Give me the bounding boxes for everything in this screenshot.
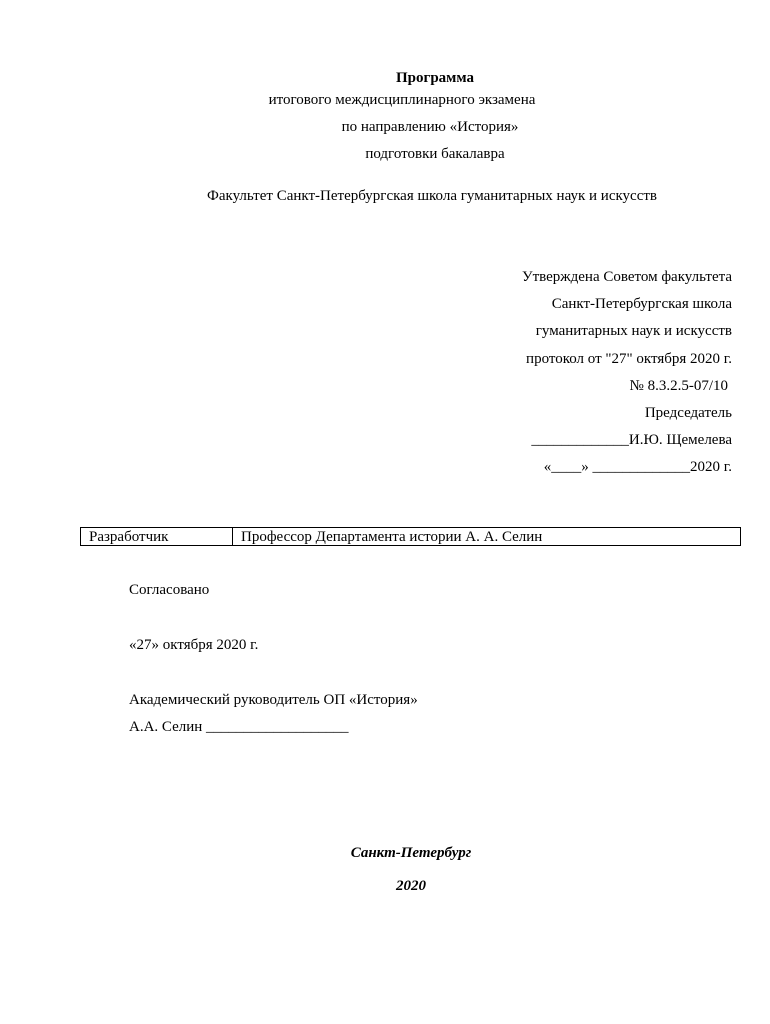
table-row (81, 528, 741, 546)
footer-city: Санкт-Петербург (350, 845, 472, 861)
program-subtitle-exam: итогового междисциплинарного экзамена (268, 92, 536, 108)
approval-chairman-label: Председатель (644, 405, 732, 421)
agreement-role: Академический руководитель ОП «История» (129, 692, 418, 708)
agreement-title: Согласовано (129, 582, 210, 598)
approval-line-school: Санкт-Петербургская школа (551, 296, 732, 312)
approval-line-humanities: гуманитарных наук и искусств (535, 323, 732, 339)
faculty-line: Факультет Санкт-Петербургская школа гуманитарных наук и искусств (207, 188, 657, 204)
developer-label-cell: Разработчик (81, 528, 233, 546)
footer-year: 2020 (396, 878, 426, 894)
developer-table (80, 527, 741, 546)
developer-value-cell: Профессор Департамента истории А. А. Селин (233, 528, 741, 546)
approval-line-council: Утверждена Советом факультета (521, 269, 732, 285)
program-subtitle-direction: по направлению «История» (341, 119, 519, 135)
approval-chairman-signature: _____________И.Ю. Щемелева (531, 432, 732, 448)
agreement-signature: А.А. Селин ___________________ (129, 719, 349, 735)
agreement-date: «27» октября 2020 г. (129, 637, 259, 653)
approval-protocol-date: протокол от "27" октября 2020 г. (526, 351, 732, 367)
program-subtitle-degree: подготовки бакалавра (365, 146, 505, 162)
program-title: Программа (396, 70, 474, 86)
approval-date-blank: «____» _____________2020 г. (543, 459, 732, 475)
approval-protocol-number: № 8.3.2.5-07/10 (629, 378, 728, 394)
